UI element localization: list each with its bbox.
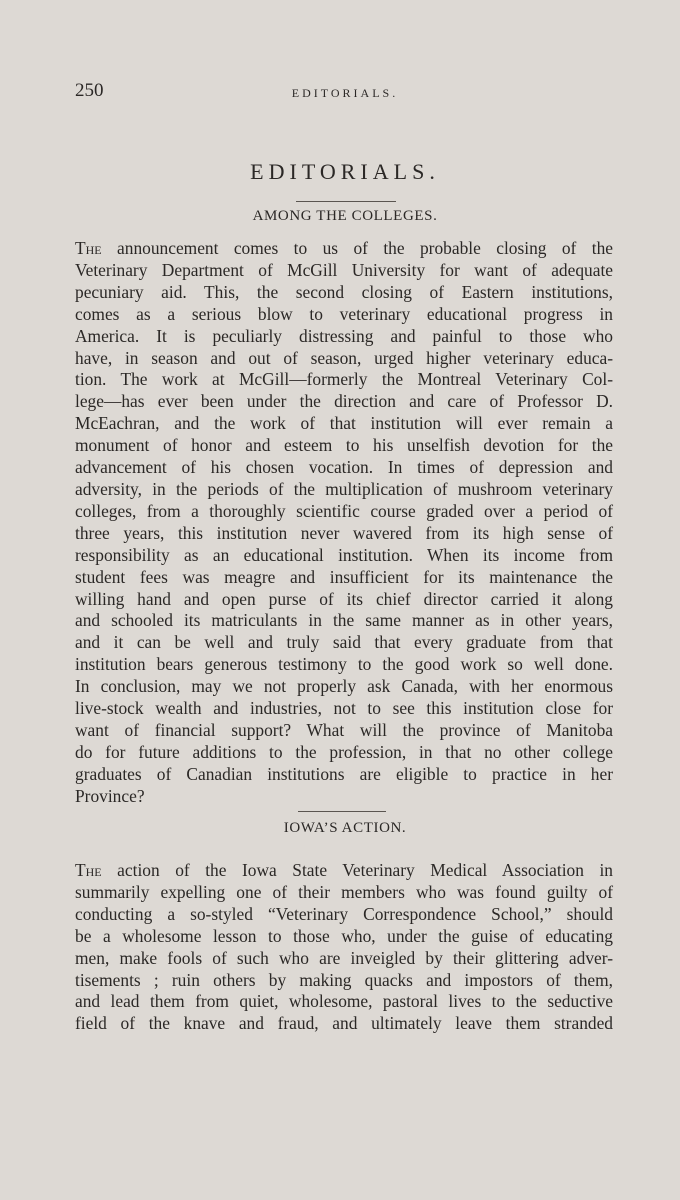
text-line: monument of honor and esteem to his unselfish devotion for the <box>75 435 613 456</box>
text-line: live-stock wealth and industries, not to see this institution close for <box>75 698 613 719</box>
text-line: summarily expelling one of their members who was found guilty of <box>75 881 613 902</box>
text-line: and schooled its matriculants in the same manner as in other years, <box>75 610 613 631</box>
text-line: conducting a so-styled “Veterinary Correspondence School,” should <box>75 903 613 924</box>
section-divider <box>298 811 386 812</box>
lead-word: The <box>75 238 102 258</box>
section-heading-iowa: IOWA’S ACTION. <box>283 820 407 836</box>
text-line: lege—has ever been under the direction and care of Professor D. <box>75 391 613 412</box>
text-line: adversity, in the periods of the multiplication of mushroom veterinary <box>75 478 613 499</box>
text-line: America. It is peculiarly distressing and painful to those who <box>75 325 613 346</box>
text-line: tisements ; ruin others by making quacks and impostors of them, <box>75 969 613 990</box>
text-line: McEachran, and the work of that institution will ever remain a <box>75 413 613 434</box>
text-line: field of the knave and fraud, and ultimately leave them stranded <box>75 1013 613 1034</box>
text-line: student fees was meagre and insufficient for its maintenance the <box>75 566 613 587</box>
text-line: Veterinary Department of McGill University for want of adequate <box>75 259 613 280</box>
title-divider <box>296 201 396 202</box>
text-line: Province? <box>75 785 145 806</box>
text-line: graduates of Canadian institutions are eligible to practice in her <box>75 763 613 784</box>
text-line: responsibility as an educational institution. When its income from <box>75 544 613 565</box>
text-line: tion. The work at McGill—formerly the Montreal Veterinary Col- <box>75 369 613 390</box>
section-heading-colleges: AMONG THE COLLEGES. <box>252 208 438 224</box>
running-title: EDITORIALS. <box>291 86 399 100</box>
text-line: want of financial support? What will the province of Manitoba <box>75 719 613 740</box>
text-line: and lead them from quiet, wholesome, pastoral lives to the seductive <box>75 991 613 1012</box>
text-line: do for future additions to the profession, in that no other college <box>75 741 613 762</box>
text-line: institution bears generous testimony to the good work so well done. <box>75 654 613 675</box>
section-body-colleges <box>75 238 613 808</box>
text-line: willing hand and open purse of its chief director carried it along <box>75 588 613 609</box>
text-line: three years, this institution never wavered from its high sense of <box>75 522 613 543</box>
text-line: The announcement comes to us of the probable closing of the <box>75 238 613 258</box>
lead-word: The <box>75 860 102 880</box>
page-number: 250 <box>75 80 104 101</box>
text-line: pecuniary aid. This, the second closing of Eastern institutions, <box>75 281 613 302</box>
text-line: colleges, from a thoroughly scientific course graded over a period of <box>75 500 613 521</box>
text-line: comes as a serious blow to veterinary educational progress in <box>75 303 613 324</box>
text-line: and it can be well and truly said that every graduate from that <box>75 632 613 653</box>
text-line: In conclusion, may we not properly ask Canada, with her enormous <box>75 676 613 697</box>
text-line: men, make fools of such who are inveigled by their glittering adver- <box>75 947 613 968</box>
text-line: The action of the Iowa State Veterinary Medical Association in <box>75 860 613 880</box>
section-body-iowa <box>75 860 613 1035</box>
editorials-title: EDITORIALS. <box>250 159 440 184</box>
page-header <box>75 80 615 104</box>
text-line: have, in season and out of season, urged higher veterinary educa- <box>75 347 613 368</box>
text-line: be a wholesome lesson to those who, under the guise of educating <box>75 925 613 946</box>
text-line: advancement of his chosen vocation. In times of depression and <box>75 457 613 478</box>
